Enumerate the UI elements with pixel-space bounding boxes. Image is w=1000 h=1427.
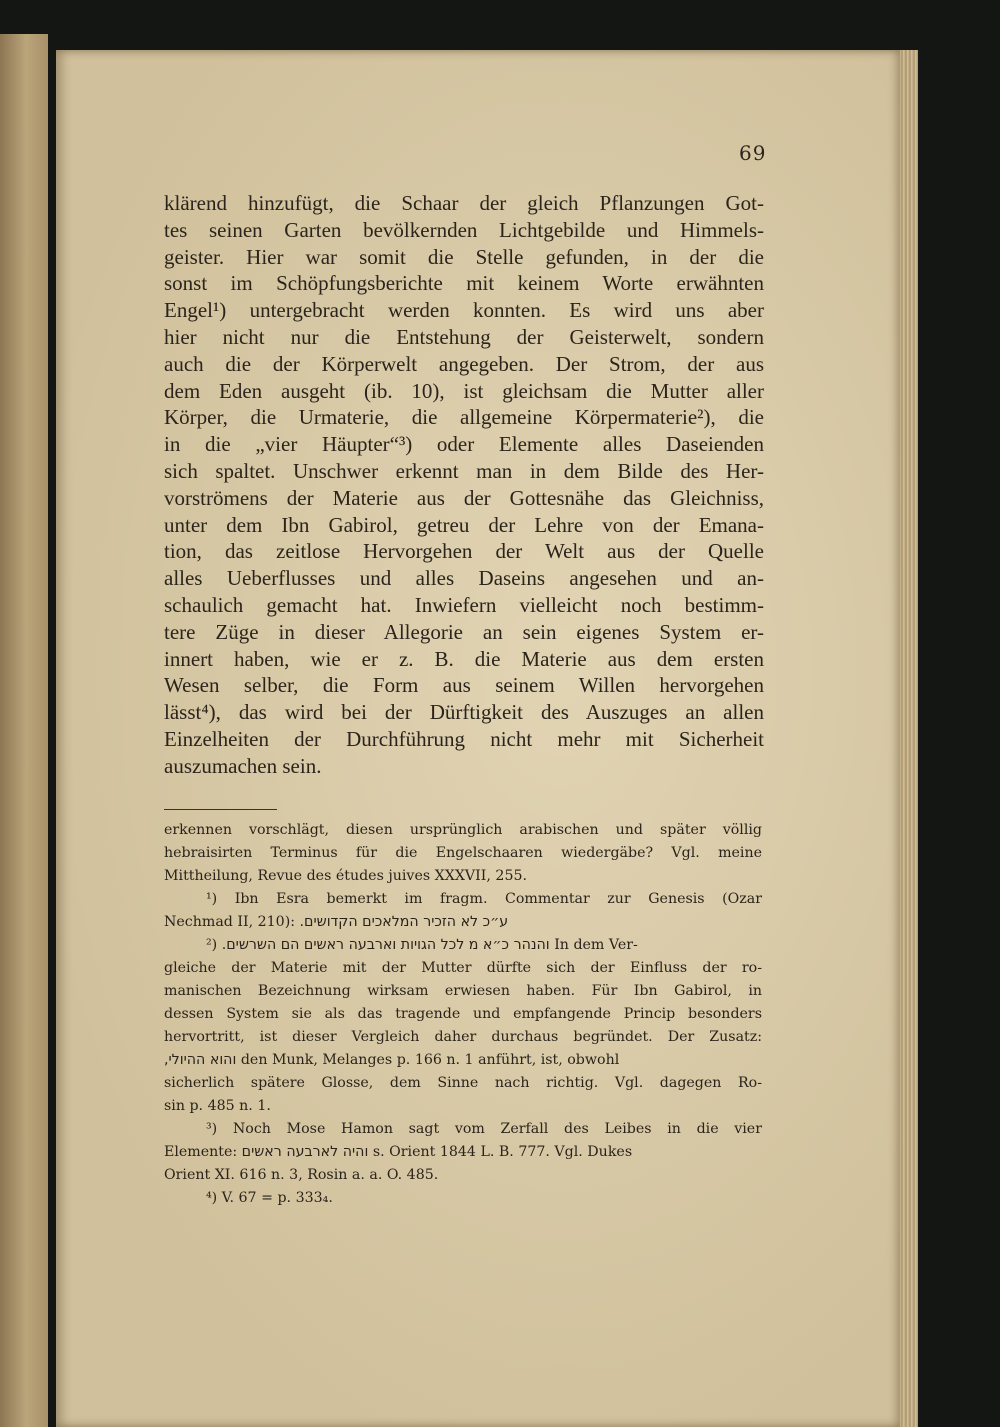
footnote-2-line: gleiche der Materie mit der Mutter dürfte sich der Einfluss der ro- — [164, 960, 762, 976]
body-line: tion, das zeitlose Hervorgehen der Welt aus der Quelle — [164, 539, 764, 564]
footnote-3-text: s. Orient 1844 L. B. 777. Vgl. Dukes — [372, 1144, 633, 1160]
body-line: hier nicht nur die Entstehung der Geisterwelt, sondern — [164, 324, 764, 349]
body-line: tes seinen Garten bevölkernden Lichtgebilde und Himmels- — [164, 217, 764, 242]
footnote-3-hebrew: והיה לארבעה ראשים — [241, 1144, 369, 1160]
footnote-2-line: manischen Bezeichnung wirksam erwiesen haben. Für Ibn Gabirol, in — [164, 983, 762, 999]
footnote-line: erkennen vorschlägt, diesen ursprünglich arabischen und später völlig — [164, 822, 762, 838]
body-line: Engel¹) untergebracht werden konnten. Es wird uns aber — [164, 298, 764, 323]
footnote-1-line — [164, 911, 762, 934]
body-line: schaulich gemacht hat. Inwiefern vielleicht noch bestimm- — [164, 592, 764, 617]
body-line: sich spaltet. Unschwer erkennt man in dem Bilde des Her- — [164, 458, 764, 483]
footnote-2-line — [164, 1049, 762, 1072]
footnote-1-source: Nechmad II, 210): — [164, 914, 296, 930]
footnote-2-hebrew-2: והוא ההיולי, — [164, 1052, 237, 1068]
body-line: dem Eden ausgeht (ib. 10), ist gleichsam die Mutter aller — [164, 378, 764, 403]
footnote-1-hebrew: ע״כ לא הזכיר המלאכים הקדושים. — [299, 914, 509, 930]
footnote-3-line: ³) Noch Mose Hamon sagt vom Zerfall des Leibes in die vier — [206, 1121, 762, 1137]
footnote-3-label: Elemente: — [164, 1144, 238, 1160]
footnote-2-line: dessen System sie als das tragende und empfangende Princip besonders — [164, 1006, 762, 1022]
body-line: geister. Hier war somit die Stelle gefunden, in der die — [164, 244, 764, 269]
body-line: Körper, die Urmaterie, die allgemeine Körpermaterie²), die — [164, 405, 764, 430]
body-line: klärend hinzufügt, die Schaar der gleich Pflanzungen Got- — [164, 191, 764, 215]
body-line: auch die der Körperwelt angegeben. Der Strom, der aus — [164, 351, 764, 376]
footnote-2-line: hervortritt, ist dieser Vergleich daher durchaus begründet. Der Zusatz: — [164, 1029, 762, 1045]
footnote-line: Mittheilung, Revue des études juives XXXVII, 255. — [164, 868, 528, 884]
body-line: innert haben, wie er z. B. die Materie aus dem ersten — [164, 646, 764, 671]
footnote-2-hebrew: והנהר כ״א מ לכל הגויות וארבעה ראשים הם השרשים. — [221, 937, 550, 953]
footnote-3-line — [164, 1141, 762, 1164]
footnote-2-text: den Munk, Melanges p. 166 n. 1 anführt, ist, obwohl — [240, 1052, 620, 1068]
footnote-2-line — [164, 934, 762, 957]
body-line: unter dem Ibn Gabirol, getreu der Lehre von der Emana- — [164, 512, 764, 537]
footnote-3-line: Orient XI. 616 n. 3, Rosin a. a. O. 485. — [164, 1167, 439, 1183]
footnote-2-marker: ²) — [206, 937, 218, 953]
footnote-2-line: sin p. 485 n. 1. — [164, 1098, 271, 1114]
facing-page-edge — [0, 34, 48, 1427]
body-line: in die „vier Häupter“³) oder Elemente alles Daseienden — [164, 432, 764, 457]
footnote-2-line: sicherlich spätere Glosse, dem Sinne nach richtig. Vgl. dagegen Ro- — [164, 1075, 762, 1091]
body-line-last: auszumachen sein. — [164, 753, 322, 778]
body-line: lässt⁴), das wird bei der Dürftigkeit des Auszuges an allen — [164, 700, 764, 725]
footnote-separator — [164, 809, 277, 810]
footnote-4-line: ⁴) V. 67 = p. 333₄. — [206, 1190, 333, 1206]
body-line: vorströmens der Materie aus der Gottesnähe das Gleichniss, — [164, 485, 764, 510]
footnotes — [164, 819, 762, 1210]
footnote-1-line: ¹) Ibn Esra bemerkt im fragm. Commentar zur Genesis (Ozar — [206, 891, 762, 907]
footnote-line: hebraisirten Terminus für die Engelschaaren wiedergäbe? Vgl. meine — [164, 845, 762, 861]
body-text — [164, 190, 764, 780]
page-stack-edge — [900, 50, 918, 1427]
footnote-2-text: In dem Ver- — [554, 937, 638, 953]
body-line: Wesen selber, die Form aus seinem Willen hervorgehen — [164, 673, 764, 698]
body-line: Einzelheiten der Durchführung nicht mehr mit Sicherheit — [164, 726, 764, 751]
body-line: alles Ueberflusses und alles Daseins angesehen und an- — [164, 566, 764, 591]
body-line: sonst im Schöpfungsberichte mit keinem Worte erwähnten — [164, 271, 764, 296]
page-number: 69 — [739, 141, 767, 165]
body-line: tere Züge in dieser Allegorie an sein eigenes System er- — [164, 619, 764, 644]
